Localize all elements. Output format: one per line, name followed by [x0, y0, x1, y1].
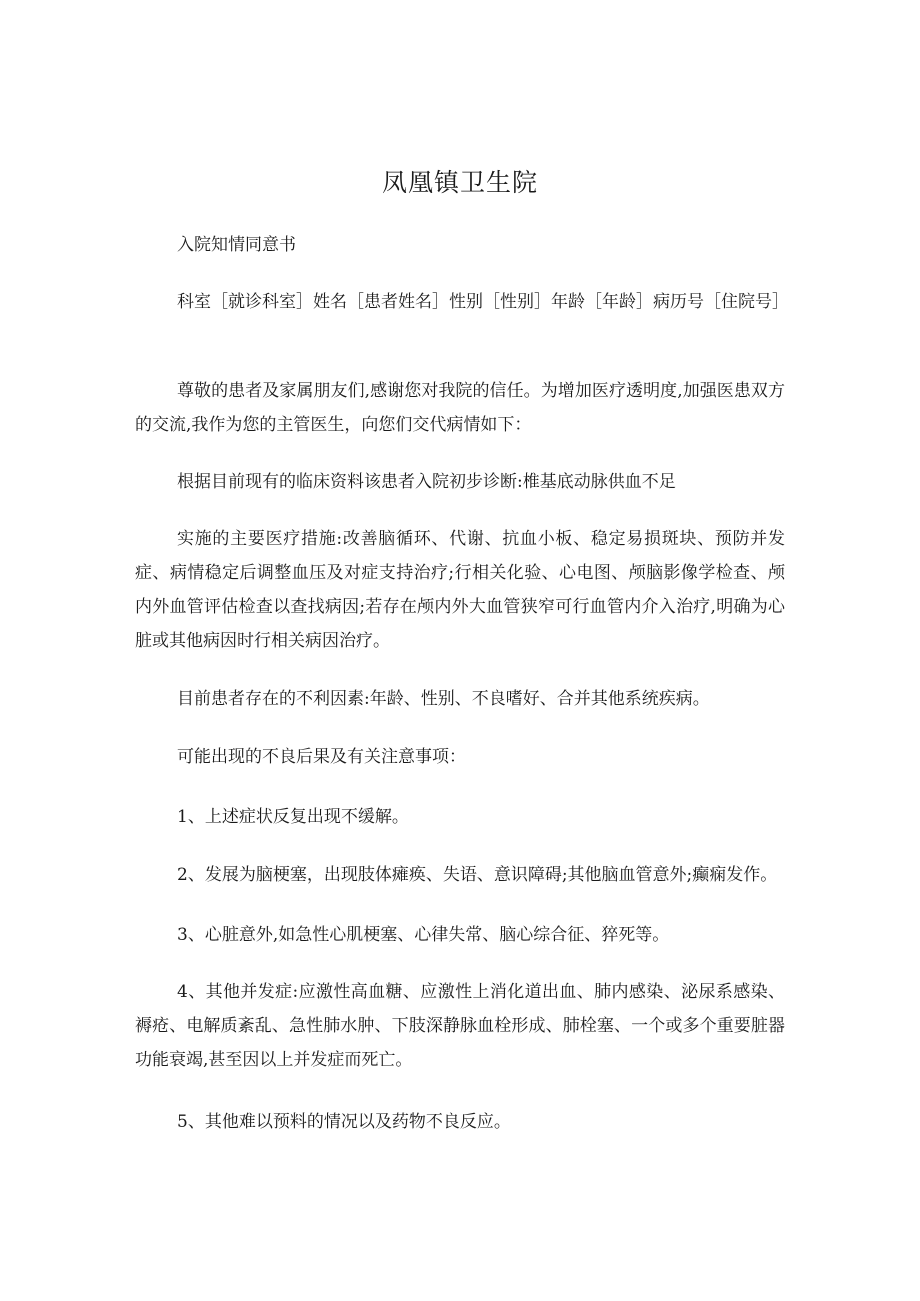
consequence-item: 2、发展为脑梗塞，出现肢体瘫痪、失语、意识障碍;其他脑血管意外;癫痫发作。: [177, 865, 778, 885]
greeting-paragraph: 尊敬的患者及家属朋友们,感谢您对我院的信任。为增加医疗透明度,加强医患双方的交流,我作为您的主管医生，向您们交代病情如下：: [135, 381, 785, 435]
consequence-item: 1、上述症状反复出现不缓解。: [177, 807, 409, 827]
risk-factors-paragraph: 目前患者存在的不利因素:年龄、性别、不良嗜好、合并其他系统疾病。: [177, 689, 710, 709]
treatment-measures-paragraph: 实施的主要医疗措施:改善脑循环、代谢、抗血小板、稳定易损斑块、预防并发症、病情稳定后调整血压及对症支持治疗;行相关化验、心电图、颅脑影像学检查、颅内外血管评估检查以查找病因;若存在颅内外大血管狭窄可行血管内介入治疗,明确为心脏或其他病因时行相关病因治疗。: [135, 529, 785, 651]
consequences-heading: 可能出现的不良后果及有关注意事项：: [177, 747, 466, 767]
consequence-item: 4、其他并发症:应激性高血糖、应激性上消化道出血、肺内感染、泌尿系感染、褥疮、电解质紊乱、急性肺水肿、下肢深静脉血栓形成、肺栓塞、一个或多个重要脏器功能衰竭,甚至因以上并发症而死亡。: [135, 982, 785, 1070]
consequence-item: 3、心脏意外,如急性心肌梗塞、心律失常、脑心综合征、猝死等。: [177, 925, 670, 945]
hospital-title: 凤凰镇卫生院: [381, 168, 538, 197]
patient-info-line: 科室［就诊科室］姓名［患者姓名］性别［性别］年龄［年龄］病历号［住院号］: [177, 292, 789, 312]
diagnosis-paragraph: 根据目前现有的临床资料该患者入院初步诊断:椎基底动脉供血不足: [177, 472, 676, 492]
form-subtitle: 入院知情同意书: [177, 235, 296, 255]
consequence-item: 5、其他难以预料的情况以及药物不良反应。: [177, 1112, 511, 1132]
